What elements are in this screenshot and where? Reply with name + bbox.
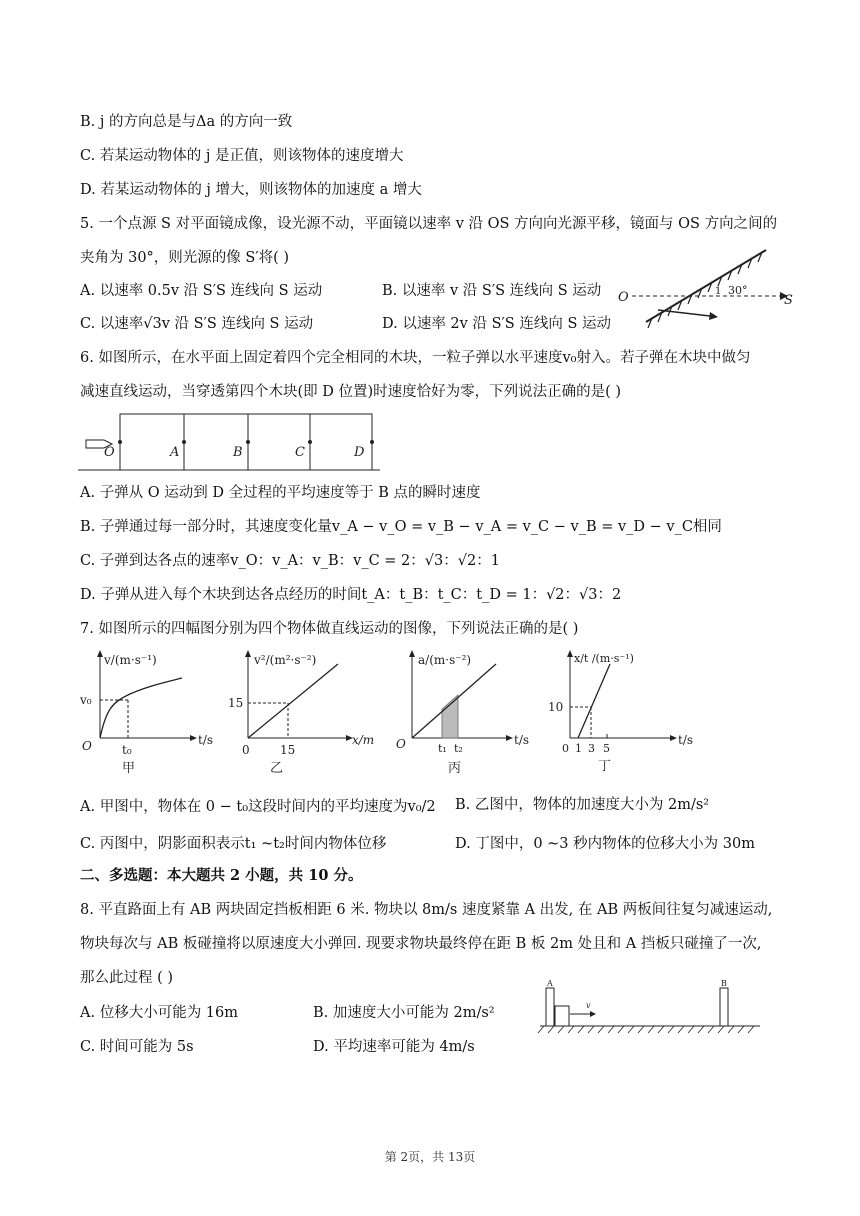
q5-label-1: 1 (715, 286, 722, 297)
bing-xtick2: t₂ (454, 742, 463, 755)
q7-option-c: C. 丙图中，阴影面积表示t₁ ~t₂时间内物体位移 (80, 836, 387, 852)
bing-caption: 丙 (448, 761, 462, 776)
ding-xlabel: t/s (678, 733, 694, 747)
q8-option-c: C. 时间可能为 5s (80, 1039, 194, 1055)
q6-label-o: O (104, 445, 115, 460)
q6-label-c: C (295, 445, 305, 460)
q7-option-a: A. 甲图中，物体在 0 − t₀这段时间内的平均速度为v₀/2 (80, 799, 436, 815)
jia-caption: 甲 (122, 761, 136, 776)
q8-plates-figure (534, 978, 764, 1038)
ding-caption: 丁 (598, 759, 612, 774)
q7-option-d: D. 丁图中，0 ~3 秒内物体的位移大小为 30m (455, 836, 755, 852)
jia-xtick: t₀ (122, 743, 132, 757)
yi-caption: 乙 (270, 761, 284, 776)
bing-xlabel: t/s (514, 733, 530, 747)
q6-option-b: B. 子弹通过每一部分时，其速度变化量v_A − v_O = v_B − v_A = v_C − v_B = v_D − v_C相同 (80, 519, 722, 535)
bing-origin: O (396, 737, 406, 751)
q4-option-c: C. 若某运动物体的 j 是正值，则该物体的速度增大 (80, 148, 404, 164)
yi-xlabel: x/m (352, 733, 375, 747)
q8-label-a: A (547, 979, 553, 988)
q7-graph-yi (228, 648, 386, 778)
q6-label-b: B (233, 445, 243, 460)
q7-graph-ding (548, 648, 702, 778)
q6-option-d: D. 子弹从进入每个木块到达各点经历的时间t_A：t_B：t_C：t_D = 1：√2：√3：2 (80, 587, 622, 603)
q5-option-b: B. 以速率 v 沿 S′S 连线向 S 运动 (382, 283, 602, 299)
q8-stem-line2: 物块每次与 AB 板碰撞将以原速度大小弹回. 现要求物块最终停在距 B 板 2m 处且和 A 挡板只碰撞了一次, (80, 936, 762, 952)
q6-label-d: D (354, 445, 365, 460)
jia-origin: O (82, 739, 92, 753)
q6-option-a: A. 子弹从 O 运动到 D 全过程的平均速度等于 B 点的瞬时速度 (80, 485, 481, 501)
q6-blocks-figure (78, 410, 388, 470)
bing-ylabel: a/(m·s⁻²) (418, 653, 472, 667)
q5-label-angle: 30° (728, 284, 748, 297)
q8-label-v: v (586, 1001, 591, 1010)
yi-ylabel: v²/(m²·s⁻²) (254, 653, 317, 667)
jia-ytick: v₀ (80, 693, 92, 707)
ding-ylabel: x/t /(m·s⁻¹) (574, 652, 634, 665)
q7-graph-jia (78, 648, 228, 778)
ding-xtick-3: 3 (588, 742, 595, 755)
q6-stem-line1: 6. 如图所示，在水平面上固定着四个完全相同的木块，一粒子弹以水平速度v₀射入。若子弹在木块中做匀 (80, 350, 751, 366)
q5-stem-line2: 夹角为 30°，则光源的像 S′将( ) (80, 250, 290, 266)
q8-label-b: B (721, 979, 727, 988)
ding-xtick-1: 1 (575, 742, 582, 755)
q7-stem: 7. 如图所示的四幅图分别为四个物体做直线运动的图像，下列说法正确的是( ) (80, 621, 579, 637)
q8-option-d: D. 平均速率可能为 4m/s (313, 1039, 475, 1055)
yi-ytick: 15 (228, 696, 244, 710)
ding-ytick: 10 (548, 700, 564, 714)
q8-option-a: A. 位移大小可能为 16m (80, 1005, 238, 1021)
ding-xtick-5: 5 (603, 742, 610, 755)
q5-label-s: S (784, 293, 793, 308)
q6-option-c: C. 子弹到达各点的速率v_O：v_A：v_B：v_C = 2：√3：√2：1 (80, 553, 500, 569)
q6-stem-line2: 减速直线运动，当穿透第四个木块(即 D 位置)时速度恰好为零，下列说法正确的是( ) (80, 384, 622, 400)
q4-option-b: B. j 的方向总是与Δa 的方向一致 (80, 114, 293, 130)
jia-ylabel: v/(m·s⁻¹) (104, 653, 157, 667)
q8-stem-line1: 8. 平直路面上有 AB 两块固定挡板相距 6 米. 物块以 8m/s 速度紧靠 A 出发, 在 AB 两板间往复匀减速运动, (80, 902, 773, 918)
jia-xlabel: t/s (198, 733, 214, 747)
q5-stem-line1: 5. 一个点源 S 对平面镜成像，设光源不动，平面镜以速率 v 沿 OS 方向向光源平移，镜面与 OS 方向之间的 (80, 216, 778, 232)
section2-title: 二、多选题：本大题共 2 小题，共 10 分。 (80, 867, 363, 884)
q5-mirror-figure (618, 244, 798, 334)
q7-graph-bing (394, 648, 544, 778)
q7-option-b: B. 乙图中，物体的加速度大小为 2m/s² (455, 797, 710, 813)
yi-origin: 0 (242, 743, 250, 757)
q4-option-d: D. 若某运动物体的 j 增大，则该物体的加速度 a 增大 (80, 182, 422, 198)
q6-label-a: A (170, 445, 180, 460)
yi-xtick: 15 (280, 743, 296, 757)
bing-xtick1: t₁ (438, 742, 447, 755)
q5-option-a: A. 以速率 0.5v 沿 S′S 连线向 S 运动 (80, 283, 323, 299)
q5-option-d: D. 以速率 2v 沿 S′S 连线向 S 运动 (382, 316, 611, 332)
q8-stem-line3: 那么此过程 ( ) (80, 970, 174, 986)
page-footer: 第 2页，共 13页 (384, 1150, 476, 1164)
q5-option-c: C. 以速率√3v 沿 S′S 连线向 S 运动 (80, 316, 314, 332)
ding-xtick-0: 0 (562, 742, 569, 755)
q5-label-o: O (618, 290, 629, 305)
q8-option-b: B. 加速度大小可能为 2m/s² (313, 1005, 495, 1021)
